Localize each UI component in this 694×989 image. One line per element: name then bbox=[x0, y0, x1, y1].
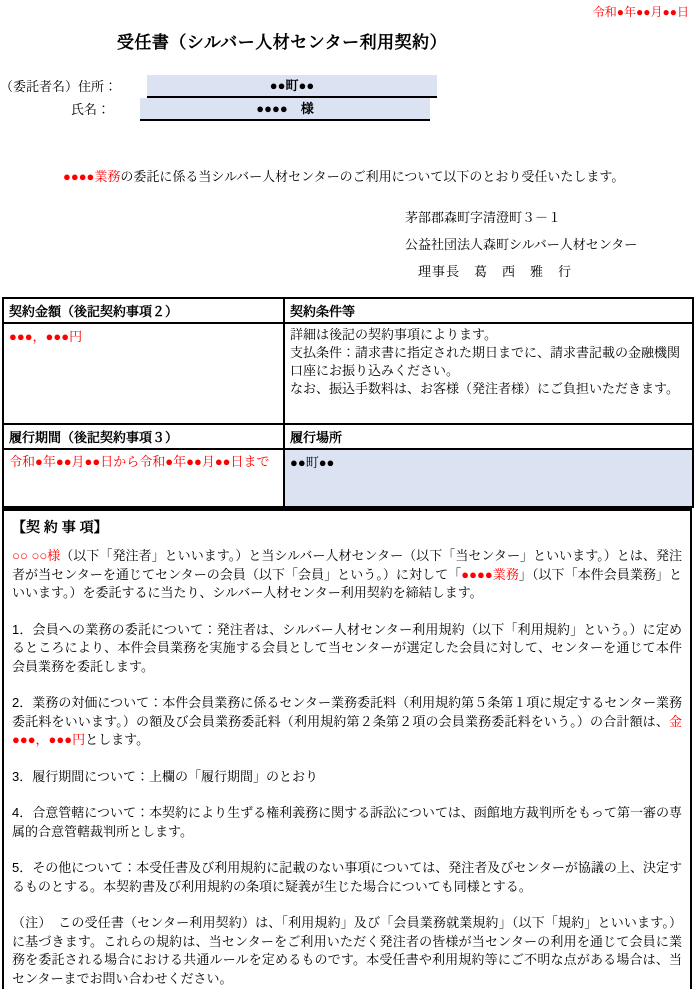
terms-paragraph-1: 1．会員への業務の委託について：発注者は、シルバー人材センター利用規約（以下「利用規約」という。）に定めるところにより、本件会員業務を実施する会員として当センターが選定した会員に対して、センターを通じて本件会員業務を委託します。 bbox=[12, 621, 682, 674]
client-address-row bbox=[0, 75, 694, 98]
amount-header-cell: 契約金額（後記契約事項２） bbox=[3, 298, 284, 323]
client-name-field[interactable]: ●●●● 様 bbox=[140, 98, 430, 121]
center-signature-block bbox=[405, 204, 694, 285]
condition-line: 詳細は後記の契約事項によります。 bbox=[290, 327, 497, 342]
center-address: 茅部郡森町字清澄町３－１ bbox=[405, 210, 562, 225]
client-address-label: （委託者名）住所： bbox=[0, 79, 118, 94]
document-date: 令和●年●●月●●日 bbox=[592, 5, 689, 19]
client-block bbox=[0, 75, 694, 121]
conditions-cell bbox=[284, 323, 693, 424]
acceptance-statement: ●●●●業務の委託に係る当シルバー人材センターのご利用について以下のとおり受任いたします。 bbox=[63, 169, 625, 184]
place-header-cell: 履行場所 bbox=[284, 424, 693, 449]
period-header-cell: 履行期間（後記契約事項３） bbox=[3, 424, 284, 449]
terms-paragraph-3: 3．履行期間について：上欄の「履行期間」のとおり bbox=[12, 768, 318, 784]
condition-line: 支払条件：請求書に指定された期日までに、請求書記載の金融機関口座にお振り込みください。 bbox=[290, 345, 681, 378]
client-name-row bbox=[0, 98, 694, 121]
table-row bbox=[3, 424, 693, 449]
terms-paragraph-note: （注） この受任書（センター利用契約）は、「利用規約」及び「会員業務就業規約」（以下「規約」といいます。）に基づきます。これらの規約は、当センターをご利用いただく発注者の皆様が当センターの利用を通じて会員に業務を委託される場合における共通ルールを定めるものです。本受任書や利用規約等にご不明な点がある場合は、当センターまでお問い合わせください。 bbox=[12, 915, 682, 986]
table-row bbox=[3, 323, 693, 424]
terms-box bbox=[2, 508, 692, 989]
terms-paragraph-5: 5．その他について：本受任書及び利用規約に記載のない事項については、発注者及びセンターが協議の上、決定するものとする。本契約書及び利用規約の条項に疑義が生じた場合についても同様とする。 bbox=[12, 860, 682, 894]
period-value-cell: 令和●年●●月●●日から令和●年●●月●●日まで bbox=[3, 449, 284, 507]
terms-paragraph-4: 4．合意管轄について：本契約により生ずる権利義務に関する訴訟については、函館地方裁判所をもって第一審の専属的合意管轄裁判所とします。 bbox=[12, 805, 682, 839]
client-name-label: 氏名： bbox=[70, 102, 110, 117]
terms-heading: 【契 約 事 項】 bbox=[12, 519, 108, 535]
terms-paragraph-intro: ○○ ○○様（以下「発注者」といいます。）と当シルバー人材センター（以下「当センター」といいます。）とは、発注者が当センターを通じてセンターの会員（以下「会員」という。）に対して「●●●●業務」（以下「本件会員業務」といいます。）を委託するに当たり、シルバー人材センター利用契約を締結します。 bbox=[12, 548, 682, 600]
terms-paragraph-2: 2．業務の対価について：本件会員業務に係るセンター業務委託料（利用規約第５条第１項に規定するセンター業務委託料をいいます。）の額及び会員業務委託料（利用規約第２条第２項の会員業務委託料をいう。）の合計額は、金●●●，●●●円とします。 bbox=[12, 695, 682, 747]
center-representative: 理事長 葛 西 雅 行 bbox=[418, 264, 573, 279]
amount-value-cell: ●●●，●●●円 bbox=[3, 323, 284, 424]
table-row bbox=[3, 298, 693, 323]
condition-line: なお、振込手数料は、お客様（発注者様）にご負担いただきます。 bbox=[290, 381, 679, 396]
conditions-header-cell: 契約条件等 bbox=[284, 298, 693, 323]
page-title: 受任書（シルバー人材センター利用契約） bbox=[116, 33, 448, 52]
client-address-field[interactable]: ●●町●● bbox=[147, 75, 437, 98]
place-value-cell[interactable]: ●●町●● bbox=[284, 449, 693, 507]
contract-summary-table bbox=[2, 297, 694, 508]
table-row bbox=[3, 449, 693, 507]
center-org-name: 公益社団法人森町シルバー人材センター bbox=[405, 237, 638, 252]
